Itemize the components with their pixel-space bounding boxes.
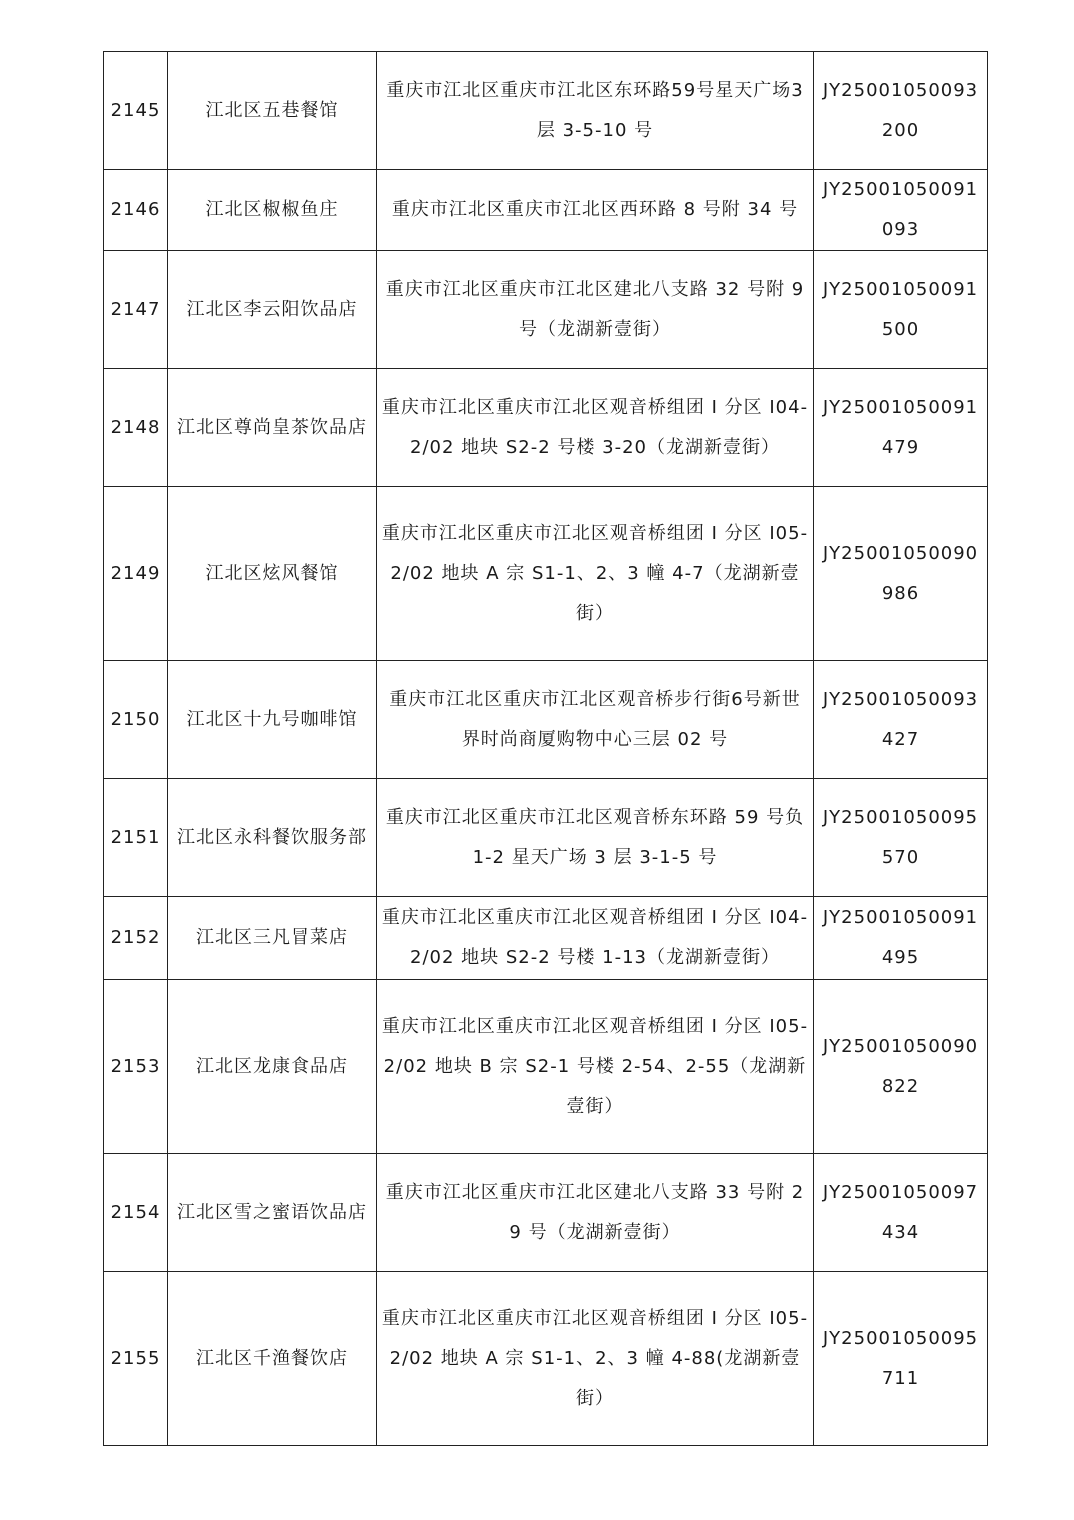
table-row bbox=[104, 52, 988, 170]
business-address: 重庆市江北区重庆市江北区观音桥步行街6号新世界时尚商厦购物中心三层 02 号 bbox=[377, 661, 814, 779]
business-address: 重庆市江北区重庆市江北区观音桥组团 I 分区 I05-2/02 地块 A 宗 S1-1、2、3 幢 4-7（龙湖新壹街） bbox=[377, 487, 814, 661]
row-number: 2148 bbox=[104, 369, 168, 487]
business-name: 江北区雪之蜜语饮品店 bbox=[168, 1154, 377, 1272]
business-name: 江北区尊尚皇茶饮品店 bbox=[168, 369, 377, 487]
business-name: 江北区李云阳饮品店 bbox=[168, 251, 377, 369]
table-row bbox=[104, 980, 988, 1154]
business-address: 重庆市江北区重庆市江北区观音桥组团 I 分区 I04-2/02 地块 S2-2 号楼 3-20（龙湖新壹街） bbox=[377, 369, 814, 487]
table-row bbox=[104, 779, 988, 897]
row-number: 2149 bbox=[104, 487, 168, 661]
business-address: 重庆市江北区重庆市江北区东环路59号星天广场3层 3-5-10 号 bbox=[377, 52, 814, 170]
business-address: 重庆市江北区重庆市江北区观音桥组团 I 分区 I05-2/02 地块 B 宗 S2-1 号楼 2-54、2-55（龙湖新壹街） bbox=[377, 980, 814, 1154]
license-number: JY25001050093200 bbox=[814, 52, 988, 170]
license-number: JY25001050095711 bbox=[814, 1272, 988, 1446]
license-number: JY25001050090822 bbox=[814, 980, 988, 1154]
license-number: JY25001050091479 bbox=[814, 369, 988, 487]
license-number: JY25001050091495 bbox=[814, 897, 988, 980]
table-row bbox=[104, 369, 988, 487]
row-number: 2150 bbox=[104, 661, 168, 779]
business-address: 重庆市江北区重庆市江北区观音桥组团 I 分区 I05-2/02 地块 A 宗 S1-1、2、3 幢 4-88(龙湖新壹街） bbox=[377, 1272, 814, 1446]
business-name: 江北区炫风餐馆 bbox=[168, 487, 377, 661]
row-number: 2145 bbox=[104, 52, 168, 170]
business-registry-table bbox=[103, 51, 988, 1446]
business-name: 江北区五巷餐馆 bbox=[168, 52, 377, 170]
business-name: 江北区椒椒鱼庄 bbox=[168, 170, 377, 251]
business-address: 重庆市江北区重庆市江北区观音桥组团 I 分区 I04-2/02 地块 S2-2 号楼 1-13（龙湖新壹街） bbox=[377, 897, 814, 980]
business-name: 江北区永科餐饮服务部 bbox=[168, 779, 377, 897]
table-row bbox=[104, 897, 988, 980]
row-number: 2153 bbox=[104, 980, 168, 1154]
table-row bbox=[104, 251, 988, 369]
table-row bbox=[104, 1154, 988, 1272]
business-address: 重庆市江北区重庆市江北区建北八支路 33 号附 29 号（龙湖新壹街） bbox=[377, 1154, 814, 1272]
license-number: JY25001050090986 bbox=[814, 487, 988, 661]
license-number: JY25001050097434 bbox=[814, 1154, 988, 1272]
table-row bbox=[104, 661, 988, 779]
table-row bbox=[104, 487, 988, 661]
business-address: 重庆市江北区重庆市江北区观音桥东环路 59 号负 1-2 星天广场 3 层 3-1-5 号 bbox=[377, 779, 814, 897]
license-number: JY25001050091093 bbox=[814, 170, 988, 251]
table-row bbox=[104, 1272, 988, 1446]
business-name: 江北区十九号咖啡馆 bbox=[168, 661, 377, 779]
license-number: JY25001050093427 bbox=[814, 661, 988, 779]
row-number: 2152 bbox=[104, 897, 168, 980]
business-name: 江北区三凡冒菜店 bbox=[168, 897, 377, 980]
row-number: 2146 bbox=[104, 170, 168, 251]
business-address: 重庆市江北区重庆市江北区西环路 8 号附 34 号 bbox=[377, 170, 814, 251]
row-number: 2147 bbox=[104, 251, 168, 369]
row-number: 2154 bbox=[104, 1154, 168, 1272]
business-address: 重庆市江北区重庆市江北区建北八支路 32 号附 9 号（龙湖新壹街） bbox=[377, 251, 814, 369]
license-number: JY25001050095570 bbox=[814, 779, 988, 897]
table-row bbox=[104, 170, 988, 251]
license-number: JY25001050091500 bbox=[814, 251, 988, 369]
business-name: 江北区龙康食品店 bbox=[168, 980, 377, 1154]
row-number: 2151 bbox=[104, 779, 168, 897]
business-name: 江北区千渔餐饮店 bbox=[168, 1272, 377, 1446]
row-number: 2155 bbox=[104, 1272, 168, 1446]
